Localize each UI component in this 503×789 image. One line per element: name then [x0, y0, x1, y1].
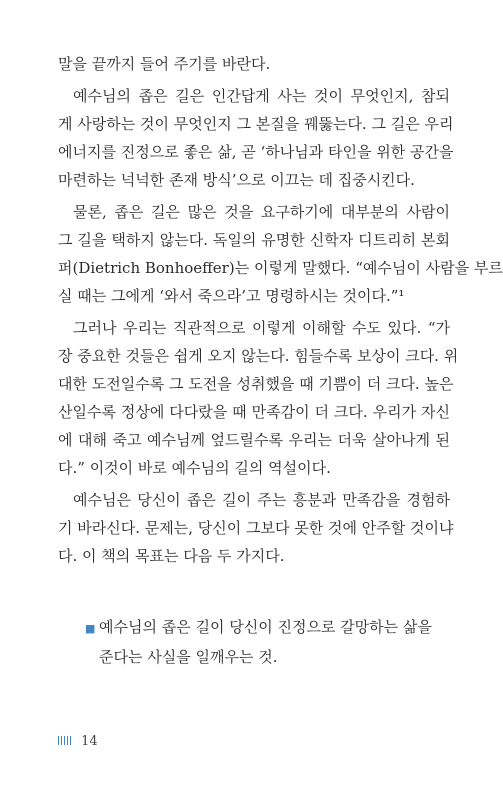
text-line: 퍼(Dietrich Bonhoeffer)는 이렇게 말했다. “예수님이 사람을 부르 — [58, 259, 503, 277]
bullet-square-icon: ■ — [85, 622, 96, 635]
text-line: 예수님은 당신이 좁은 길이 주는 흥분과 만족감을 경험하 — [73, 491, 450, 509]
body-text — [58, 50, 503, 570]
text-line: 장 중요한 것들은 쉽게 오지 않는다. 힘들수록 보상이 크다. 위 — [58, 347, 459, 365]
bullet-item-line — [85, 612, 432, 642]
text-line: 실 때는 그에게 ‘와서 죽으라’고 명령하시는 것이다.”¹ — [58, 287, 405, 305]
text-line: 다.” 이것이 바로 예수님의 길의 역설이다. — [58, 459, 331, 477]
bullet-text: 준다는 사실을 일깨우는 것. — [99, 648, 278, 666]
paragraph — [58, 50, 450, 78]
paragraph — [58, 314, 459, 482]
paragraph — [58, 486, 454, 570]
bullet-item-line — [85, 642, 425, 672]
text-line: 산일수록 정상에 다다랐을 때 만족감이 더 크다. 우리가 자신 — [58, 403, 450, 421]
text-line: 대한 도전일수록 그 도전을 성취했을 때 기쁨이 더 크다. 높은 — [58, 375, 454, 393]
paragraph — [58, 198, 503, 310]
bullet-text: 예수님의 좁은 길이 당신이 진정으로 갈망하는 삶을 — [99, 618, 432, 636]
text-line: 예수님의 좁은 길은 인간답게 사는 것이 무엇인지, 참되 — [73, 87, 450, 105]
text-line: 기 바라신다. 문제는, 당신이 그보다 못한 것에 안주할 것이냐 — [58, 519, 454, 537]
text-line: 게 사랑하는 것이 무엇인지 그 본질을 꿰뚫는다. 그 길은 우리 — [58, 115, 454, 133]
text-line: 그러나 우리는 직관적으로 이렇게 이해할 수도 있다. “가 — [73, 319, 450, 337]
text-line: 에너지를 진정으로 좋은 삶, 곧 ‘하나님과 타인을 위한 공간을 — [58, 143, 454, 161]
text-line: 에 대해 죽고 예수님께 엎드릴수록 우리는 더욱 살아나게 된 — [58, 431, 450, 449]
text-line: 그 길을 택하지 않는다. 독일의 유명한 신학자 디트리히 본회 — [58, 231, 450, 249]
page-number: 14 — [81, 734, 98, 749]
text-line: 말을 끝까지 들어 주기를 바란다. — [58, 55, 271, 73]
text-line: 다. 이 책의 목표는 다음 두 가지다. — [58, 547, 285, 565]
page-footer — [58, 734, 98, 749]
text-line: 마련하는 넉넉한 존재 방식’으로 이끄는 데 집중시킨다. — [58, 171, 415, 189]
paragraph — [58, 82, 454, 194]
bullet-list — [85, 612, 432, 672]
text-line: 물론, 좁은 길은 많은 것을 요구하기에 대부분의 사람이 — [73, 203, 450, 221]
page-marker-icon — [58, 734, 73, 749]
